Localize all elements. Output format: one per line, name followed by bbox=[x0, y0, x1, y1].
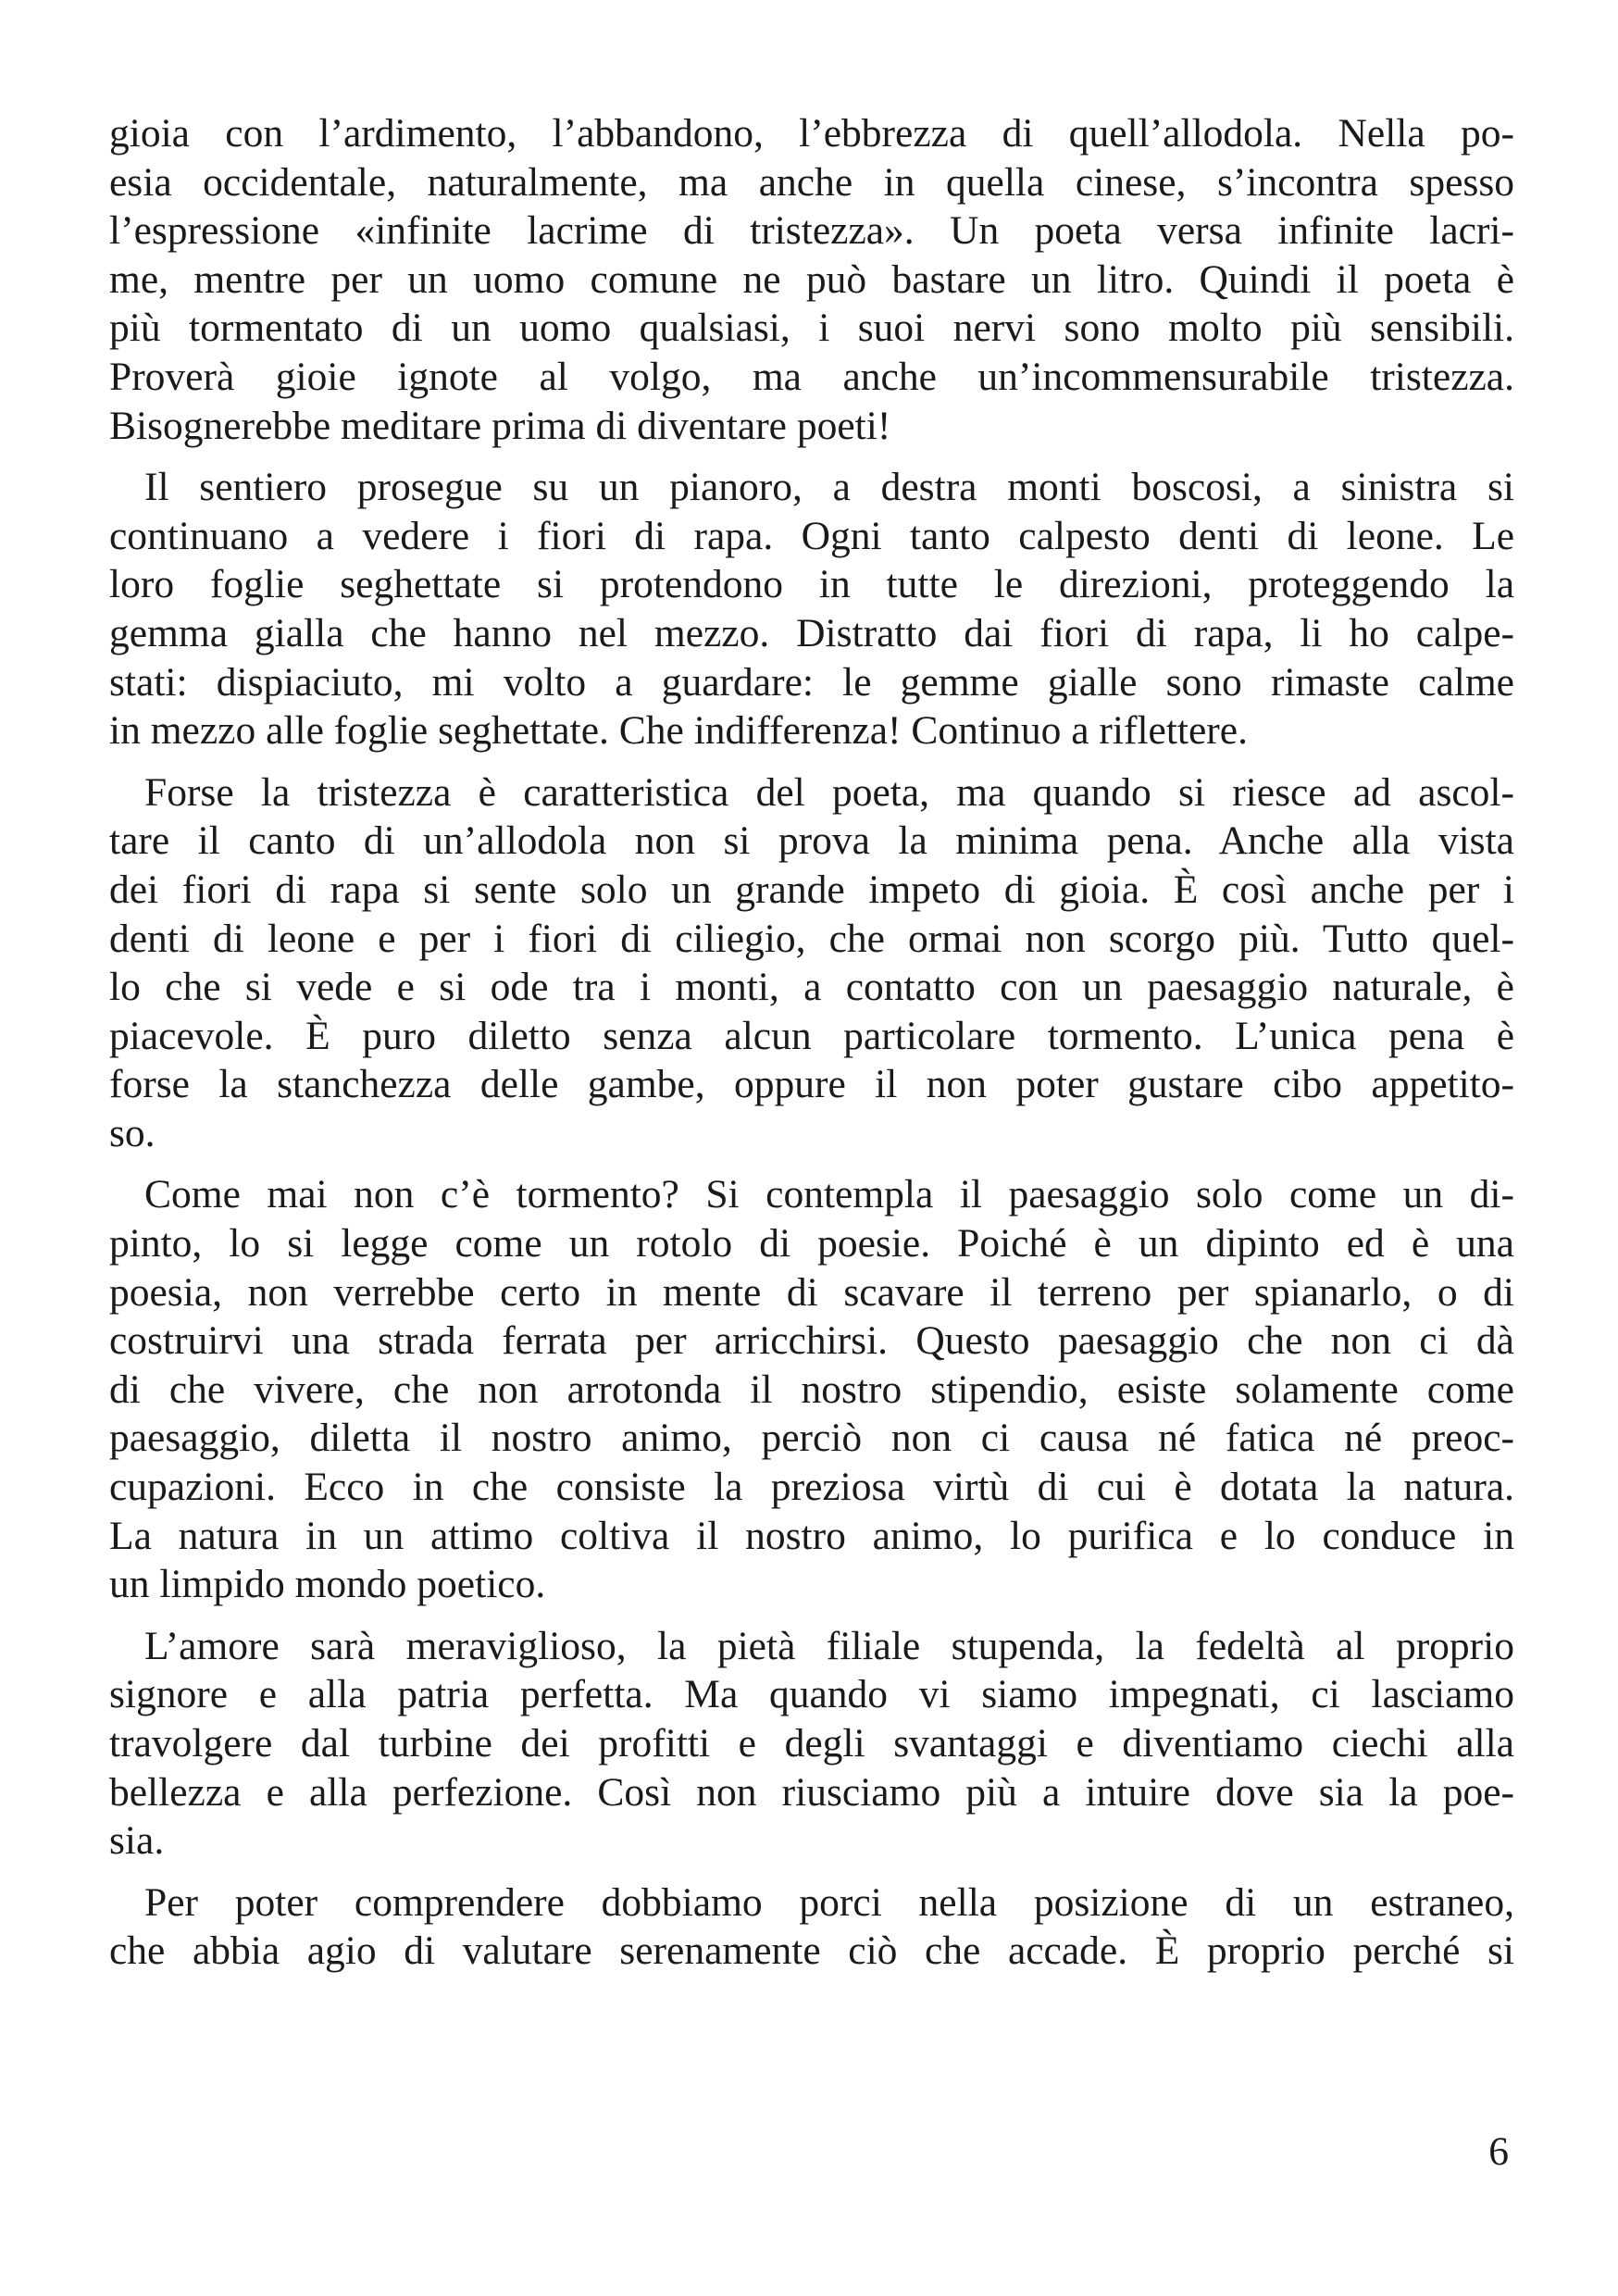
text-line: un limpido mondo poetico. bbox=[109, 1562, 546, 1607]
text-line: La natura in un attimo coltiva il nostro animo, lo purifica e lo conduce in bbox=[109, 1513, 1514, 1558]
text-line: poesia, non verrebbe certo in mente di scavare il terreno per spianarlo, o di bbox=[109, 1269, 1514, 1315]
text-line: continuano a vedere i fiori di rapa. Ogni tanto calpesto denti di leone. Le bbox=[109, 513, 1514, 558]
paragraph-2 bbox=[109, 463, 1514, 755]
text-line: forse la stanchezza delle gambe, oppure il non poter gustare cibo appetito- bbox=[109, 1062, 1514, 1107]
text-line: costruirvi una strada ferrata per arricchirsi. Questo paesaggio che non ci dà bbox=[109, 1318, 1514, 1364]
paragraph-5 bbox=[109, 1622, 1514, 1866]
paragraph-4 bbox=[109, 1170, 1514, 1608]
paragraph-6 bbox=[109, 1878, 1514, 1976]
text-line: L’amore sarà meraviglioso, la pietà filiale stupenda, la fedeltà al proprio bbox=[144, 1623, 1514, 1668]
text-line: dei fiori di rapa si sente solo un grande impeto di gioia. È così anche per i bbox=[109, 867, 1514, 912]
text-line: Proverà gioie ignote al volgo, ma anche un’incommensurabile tristezza. bbox=[109, 354, 1514, 399]
text-line: in mezzo alle foglie seghettate. Che indifferenza! Continuo a riflettere. bbox=[109, 708, 1248, 754]
text-line: pinto, lo si legge come un rotolo di poesie. Poiché è un dipinto ed è una bbox=[109, 1221, 1514, 1267]
text-line: tare il canto di un’allodola non si prova la minima pena. Anche alla vista bbox=[109, 818, 1514, 864]
text-line: cupazioni. Ecco in che consiste la preziosa virtù di cui è dotata la natura. bbox=[109, 1465, 1514, 1510]
text-line: sia. bbox=[109, 1818, 165, 1864]
text-line: denti di leone e per i fiori di ciliegio, che ormai non scorgo più. Tutto quel- bbox=[109, 916, 1514, 961]
text-line: lo che si vede e si ode tra i monti, a contatto con un paesaggio naturale, è bbox=[109, 965, 1514, 1010]
text-line: loro foglie seghettate si protendono in tutte le direzioni, proteggendo la bbox=[109, 562, 1514, 607]
text-line: stati: dispiaciuto, mi volto a guardare: le gemme gialle sono rimaste calme bbox=[109, 659, 1514, 705]
text-line: l’espressione «infinite lacrime di tristezza». Un poeta versa infinite lacri- bbox=[109, 208, 1514, 254]
text-line: Bisognerebbe meditare prima di diventare poeti! bbox=[109, 403, 891, 448]
text-line: di che vivere, che non arrotonda il nostro stipendio, esiste solamente come bbox=[109, 1366, 1514, 1412]
text-line: che abbia agio di valutare serenamente ciò che accade. È proprio perché si bbox=[109, 1928, 1514, 1974]
page-number: 6 bbox=[1488, 2129, 1509, 2174]
text-line: so. bbox=[109, 1110, 156, 1155]
text-line: bellezza e alla perfezione. Così non riusciamo più a intuire dove sia la poe- bbox=[109, 1769, 1514, 1815]
text-line: Il sentiero prosegue su un pianoro, a destra monti boscosi, a sinistra si bbox=[144, 465, 1514, 510]
text-line: gemma gialla che hanno nel mezzo. Distratto dai fiori di rapa, li ho calpe- bbox=[109, 610, 1514, 655]
text-line: gioia con l’ardimento, l’abbandono, l’ebbrezza di quell’allodola. Nella po- bbox=[109, 111, 1514, 156]
text-line: piacevole. È puro diletto senza alcun particolare tormento. L’unica pena è bbox=[109, 1013, 1514, 1058]
text-line: me, mentre per un uomo comune ne può bastare un litro. Quindi il poeta è bbox=[109, 256, 1514, 302]
text-line: esia occidentale, naturalmente, ma anche in quella cinese, s’incontra spesso bbox=[109, 159, 1514, 205]
text-line: signore e alla patria perfetta. Ma quando vi siamo impegnati, ci lasciamo bbox=[109, 1672, 1514, 1717]
paragraph-1 bbox=[109, 109, 1514, 450]
text-line: Per poter comprendere dobbiamo porci nella posizione di un estraneo, bbox=[144, 1879, 1514, 1925]
page-body bbox=[109, 109, 1514, 1989]
text-line: paesaggio, diletta il nostro animo, perciò non ci causa né fatica né preoc- bbox=[109, 1416, 1514, 1461]
paragraph-3 bbox=[109, 768, 1514, 1158]
text-line: più tormentato di un uomo qualsiasi, i suoi nervi sono molto più sensibili. bbox=[109, 306, 1514, 351]
text-line: travolgere dal turbine dei profitti e degli svantaggi e diventiamo ciechi alla bbox=[109, 1721, 1514, 1766]
text-line: Come mai non c’è tormento? Si contempla il paesaggio solo come un di- bbox=[144, 1172, 1514, 1217]
text-line: Forse la tristezza è caratteristica del poeta, ma quando si riesce ad ascol- bbox=[144, 769, 1514, 815]
